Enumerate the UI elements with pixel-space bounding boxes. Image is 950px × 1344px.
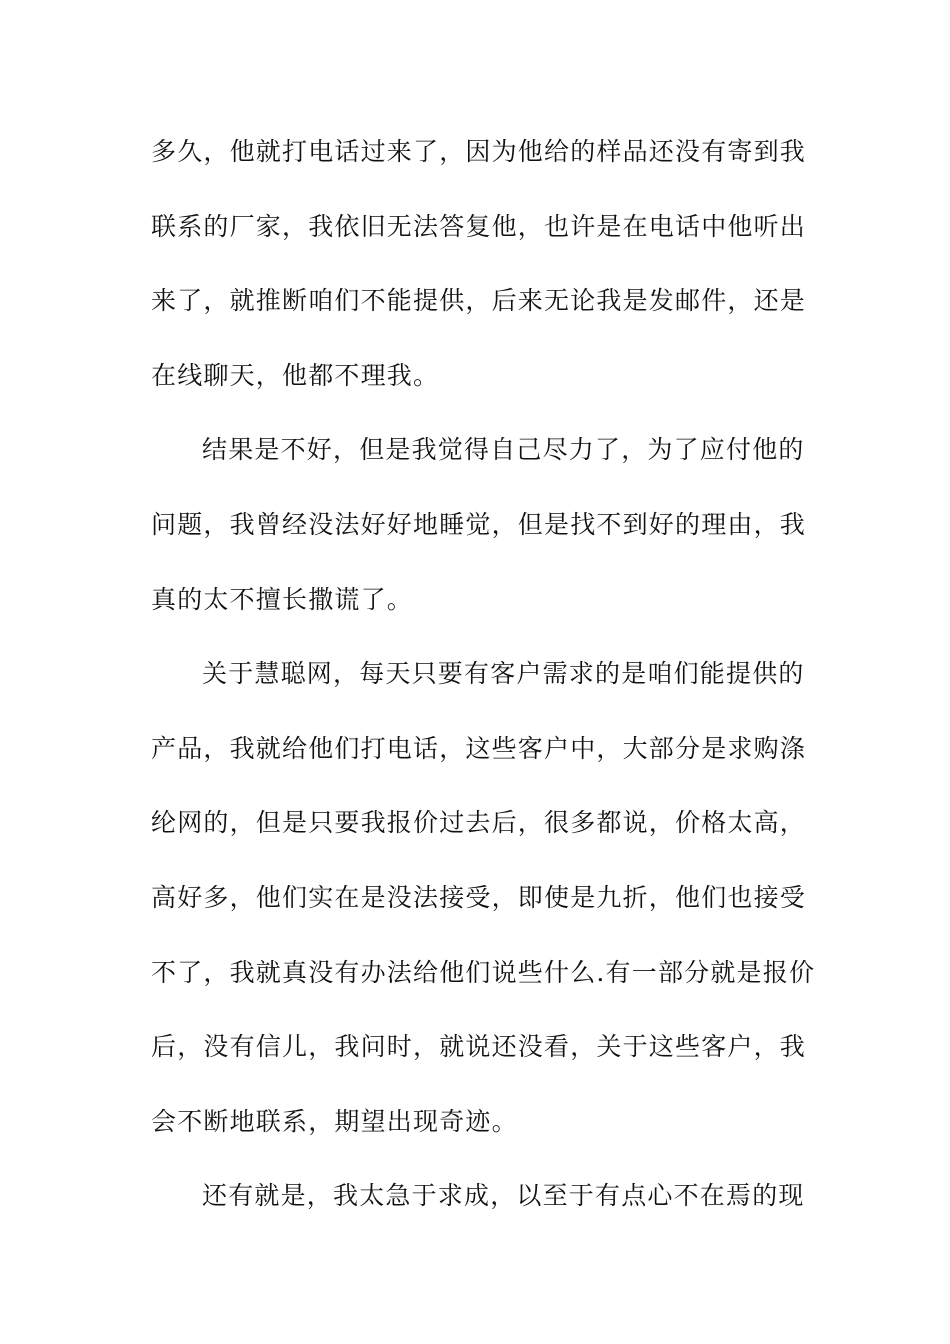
text-line: 在线聊天，他都不理我。 bbox=[151, 360, 440, 390]
text-line: 会不断地联系，期望出现奇迹。 bbox=[151, 1106, 518, 1136]
text-line: 真的太不擅长撒谎了。 bbox=[151, 584, 414, 614]
text-line: 结果是不好，但是我觉得自己尽力了，为了应付他的 bbox=[202, 435, 805, 465]
text-line: 产品，我就给他们打电话，这些客户中，大部分是求购涤 bbox=[151, 733, 807, 763]
text-line: 还有就是，我太急于求成，以至于有点心不在焉的现 bbox=[202, 1181, 805, 1211]
text-line: 联系的厂家，我依旧无法答复他，也许是在电话中他听出 bbox=[151, 211, 807, 241]
text-line: 后，没有信儿，我问时，就说还没看，关于这些客户，我 bbox=[151, 1032, 807, 1062]
text-line: 高好多，他们实在是没法接受，即使是九折，他们也接受 bbox=[151, 882, 807, 912]
text-line: 纶网的，但是只要我报价过去后，很多都说，价格太高， bbox=[151, 808, 807, 838]
text-line: 来了，就推断咱们不能提供，后来无论我是发邮件，还是 bbox=[151, 286, 807, 316]
text-line: 多久，他就打电话过来了，因为他给的样品还没有寄到我 bbox=[151, 137, 807, 166]
document-body bbox=[151, 127, 816, 1246]
text-line: 关于慧聪网，每天只要有客户需求的是咱们能提供的 bbox=[202, 659, 805, 689]
text-line: 不了，我就真没有办法给他们说些什么.有一部分就是报价 bbox=[151, 957, 816, 987]
text-line: 问题，我曾经没法好好地睡觉，但是找不到好的理由，我 bbox=[151, 509, 807, 539]
